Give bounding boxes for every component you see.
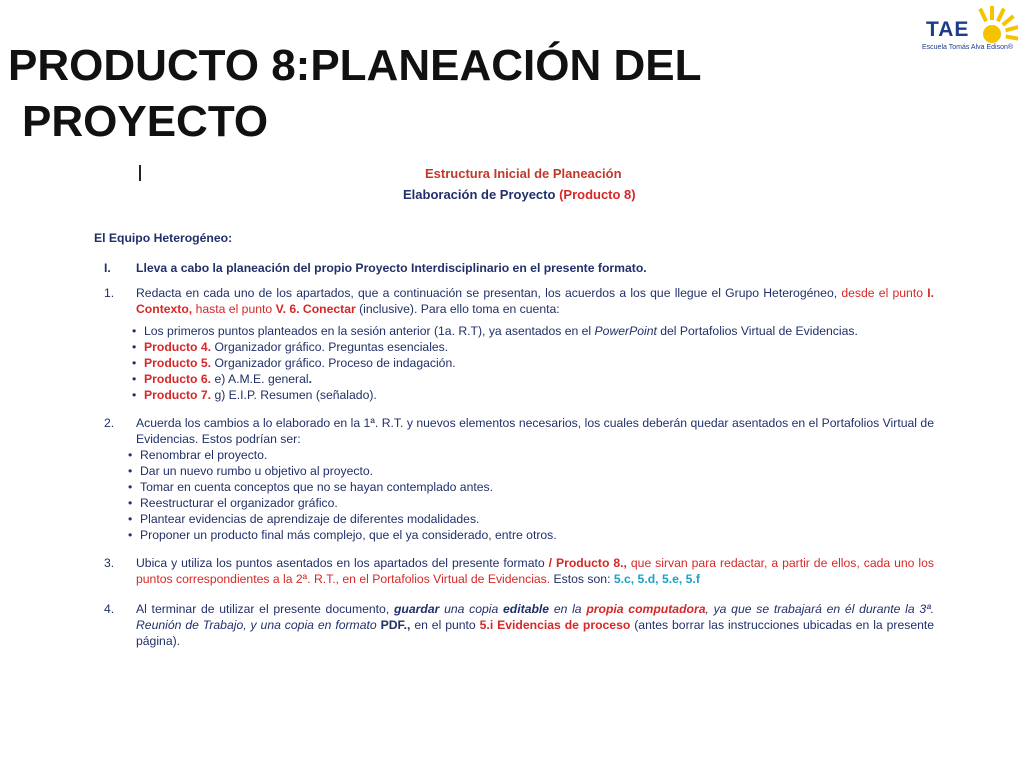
item-4-t4: editable	[503, 602, 550, 616]
b2-b: Organizador gráfico. Preguntas esenciales.	[214, 340, 449, 354]
b4-a: Producto 6.	[144, 372, 212, 386]
item-2-text: Acuerda los cambios a lo elaborado en la 1ª. R.T. y nuevos elementos necesarios, los cuales deberán quedar asentados en el Portafolios Virtual de Evidencias. Estos podrían ser:	[136, 416, 934, 446]
item-4-t9: en el punto	[414, 618, 476, 632]
item-1-text	[136, 285, 934, 317]
b1-c: del Portafolios Virtual de Evidencias.	[660, 324, 858, 338]
item-4-text	[136, 601, 934, 649]
b5-b: g) E.I.P. Resumen (señalado).	[214, 388, 377, 402]
list-item-4	[94, 601, 934, 649]
item-3-t1: Ubica y utiliza los puntos asentados en los apartados del presente formato	[136, 556, 545, 570]
item-4-t3: una copia	[444, 602, 499, 616]
item-1-t6: (inclusive). Para ello toma en cuenta:	[359, 302, 560, 316]
list-item	[130, 355, 934, 371]
list-item	[130, 323, 934, 339]
logo-subtext: Escuela Tomás Alva Edison®	[922, 44, 1014, 51]
list-item: • Reestructurar el organizador gráfico.	[126, 495, 934, 511]
title-line-1: PRODUCTO 8:PLANEACIÓN DEL	[8, 41, 702, 90]
list-item: • Proponer un producto final más complejo, que el ya considerado, entre otros.	[126, 527, 934, 543]
item-4-number: 4.	[104, 602, 115, 616]
b1-a: Los primeros puntos planteados en la sesión anterior (1a. R.T), ya asentados en el	[144, 324, 592, 338]
b2-a: Producto 4.	[144, 340, 212, 354]
roman-item	[94, 260, 934, 276]
roman-number: I.	[104, 261, 111, 275]
item-1-t2: desde el punto	[841, 286, 924, 300]
b3-a: Producto 5.	[144, 356, 212, 370]
roman-text: Lleva a cabo la planeación del propio Proyecto Interdisciplinario en el presente formato.	[136, 261, 647, 275]
b5-a: Producto 7.	[144, 388, 212, 402]
item-1-t5: V. 6. Conectar	[275, 302, 356, 316]
item-3-text	[136, 555, 934, 587]
b4-b: e) A.M.E. general	[214, 372, 309, 386]
doc-heading-1: Estructura Inicial de Planeación	[425, 166, 622, 181]
b4-c: .	[308, 372, 312, 386]
item-1-t1: Redacta en cada uno de los apartados, que a continuación se presentan, los acuerdos a los que llegue el Grupo Heterogéneo,	[136, 286, 838, 300]
item-3-t4: Estos son:	[553, 572, 611, 586]
slide-title	[8, 38, 701, 150]
list-item-3	[94, 555, 934, 587]
item-4-t5: en la	[553, 602, 582, 616]
item-3-t2: / Producto 8.,	[548, 556, 627, 570]
item-4-t1: Al terminar de utilizar el presente documento,	[136, 602, 390, 616]
item-4-t2: guardar	[393, 602, 440, 616]
list-item: • Dar un nuevo rumbo u objetivo al proyecto.	[126, 463, 934, 479]
logo-text: TAE	[926, 18, 970, 41]
item-3-t3: que sirvan para redactar, a partir de ellos, cada uno los puntos correspondientes a la 2ª. R.T., en el Portafolios Virtual de Evidencias.	[136, 556, 934, 586]
team-label: El Equipo Heterogéneo:	[94, 231, 233, 245]
doc-heading-2-product: (Producto 8)	[559, 187, 636, 202]
list-item: • Tomar en cuenta conceptos que no se hayan contemplado antes.	[126, 479, 934, 495]
item-2-bullets	[126, 447, 934, 543]
item-4-t11: (antes borrar las instrucciones ubicadas en la presente página).	[136, 618, 935, 648]
title-line-2: PROYECTO	[22, 97, 269, 146]
list-item	[130, 387, 934, 403]
item-1-t3: I. Contexto,	[136, 286, 935, 316]
item-4-t8: PDF.,	[380, 618, 411, 632]
doc-heading-2	[403, 187, 636, 202]
item-1-number: 1.	[104, 286, 115, 300]
b3-b: Organizador gráfico. Proceso de indagación.	[214, 356, 456, 370]
list-item	[130, 371, 934, 387]
item-4-t7: , ya que se trabajará en él durante la 3ª. Reunión de Trabajo, y una copia en formato	[136, 602, 935, 632]
list-item: • Renombrar el proyecto.	[126, 447, 934, 463]
list-item	[130, 339, 934, 355]
doc-heading-2-text: Elaboración de Proyecto	[403, 187, 556, 202]
item-1-t4: hasta el punto	[195, 302, 273, 316]
text-cursor	[139, 165, 141, 181]
list-item-2	[94, 415, 934, 447]
b1-b: PowerPoint	[594, 324, 657, 338]
item-2-number: 2.	[104, 416, 115, 430]
item-3-t5: 5.c, 5.d, 5.e, 5.f	[613, 572, 700, 586]
list-item-1	[94, 285, 934, 317]
item-3-number: 3.	[104, 556, 115, 570]
item-4-t6: propia computadora	[586, 602, 706, 616]
item-4-t10: 5.i Evidencias de proceso	[479, 618, 631, 632]
item-1-bullets	[130, 323, 934, 403]
list-item: • Plantear evidencias de aprendizaje de diferentes modalidades.	[126, 511, 934, 527]
document-body	[94, 230, 934, 649]
